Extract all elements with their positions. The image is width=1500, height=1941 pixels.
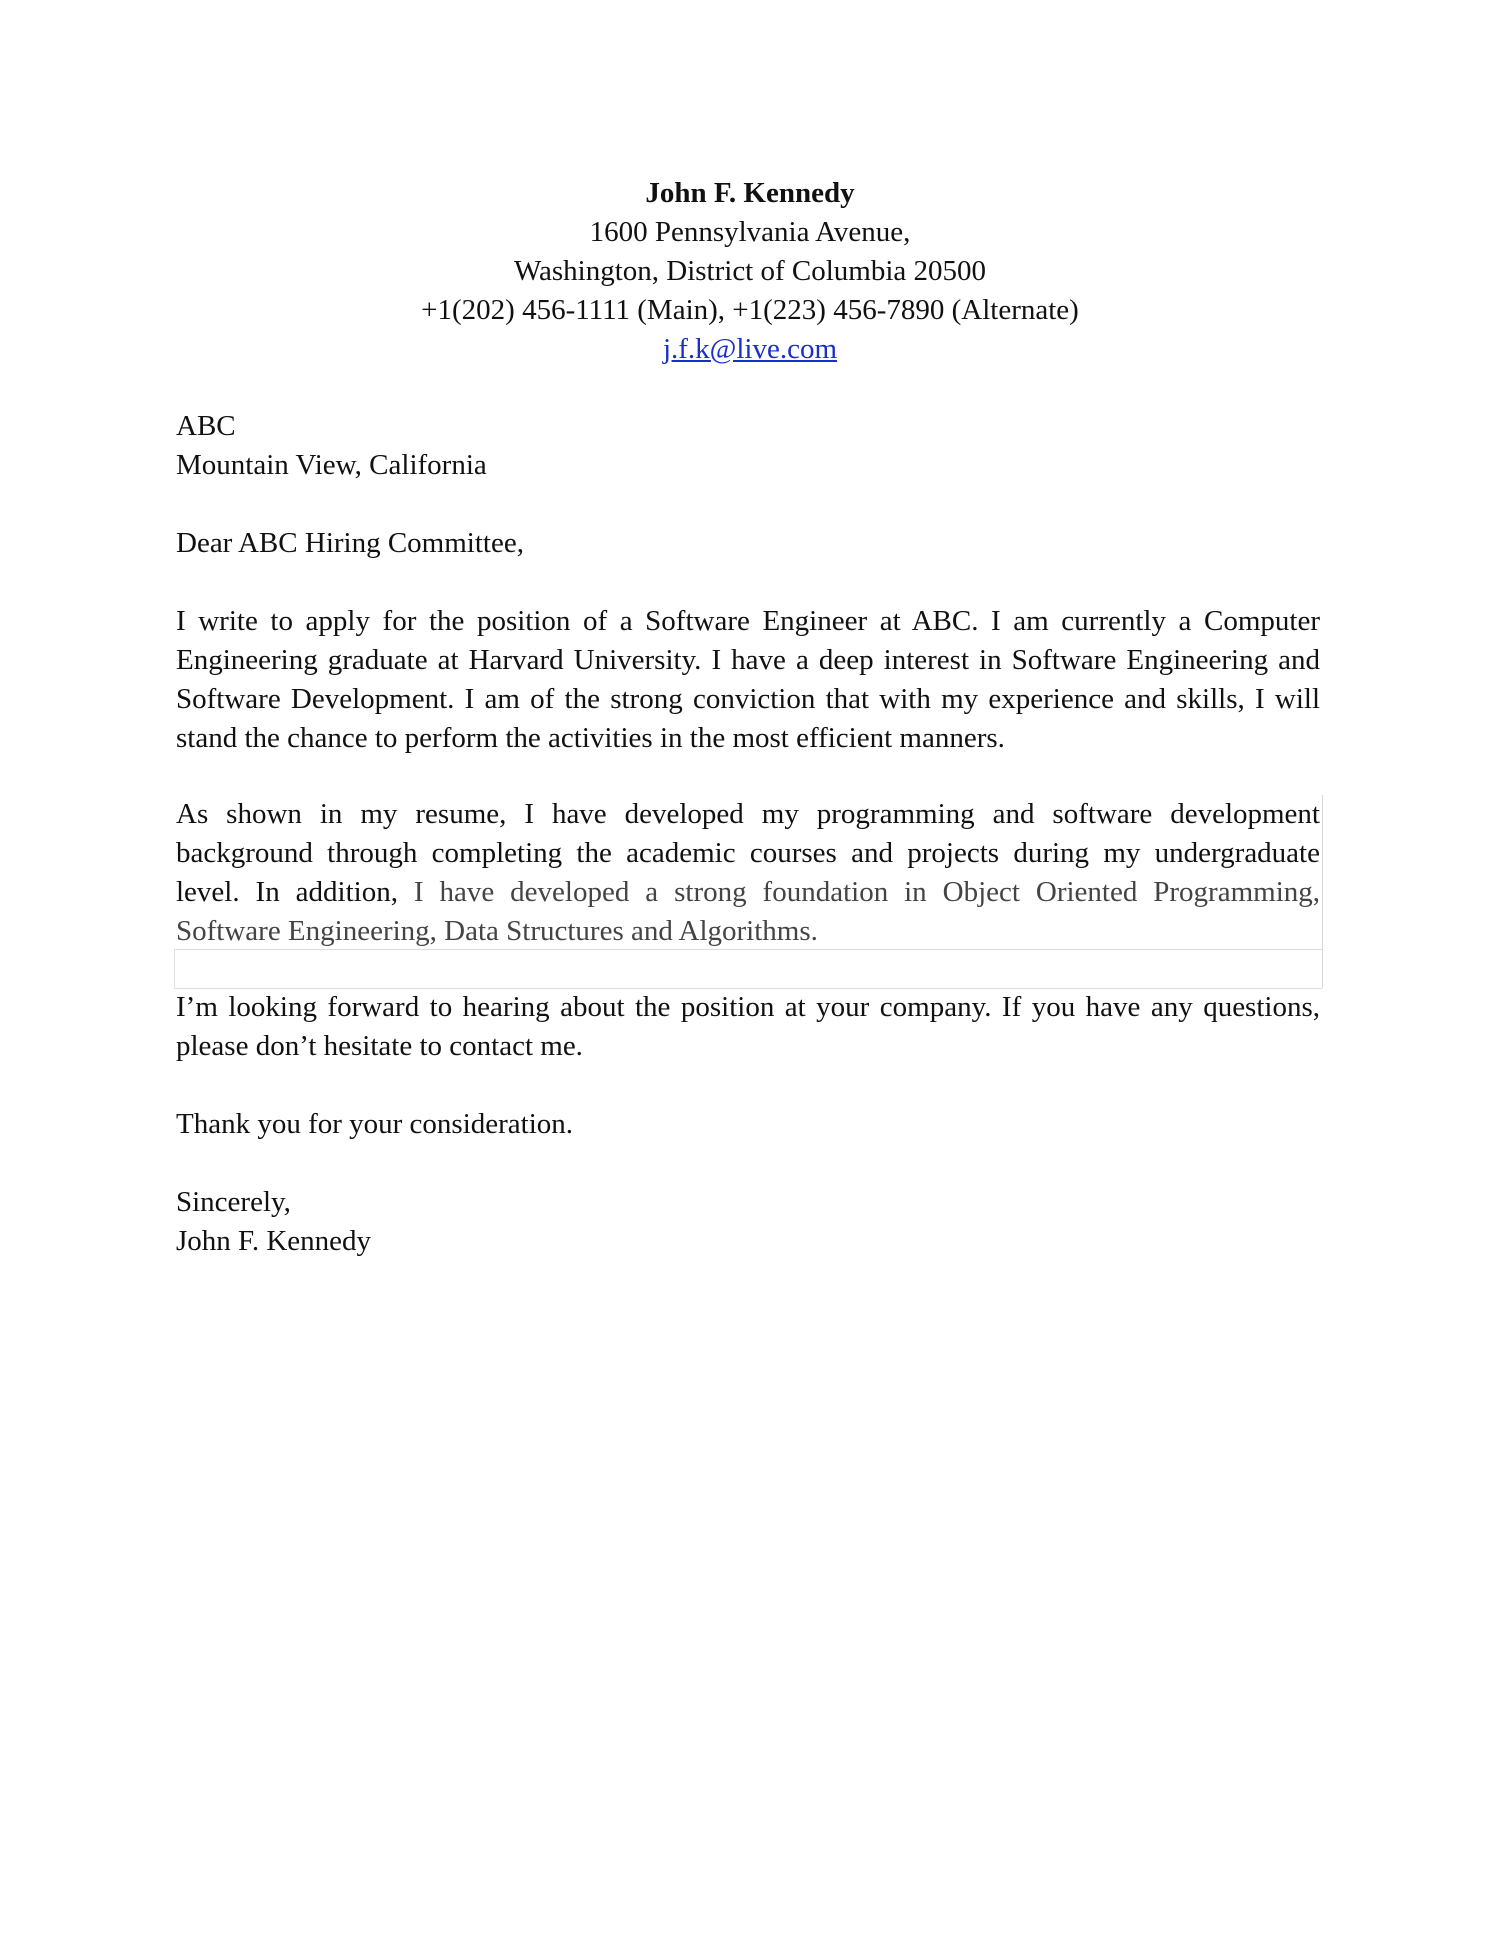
sender-address-line1: 1600 Pennsylvania Avenue, [589,216,911,248]
paragraph-intro: I write to apply for the position of a Software Engineer at ABC. I am currently a Computer Engineering graduate at Harvard University. I have a deep interest in Software Engineering and Software Development. I am of the strong conviction that with my experience and skills, I will stand the chance to perform the activities in the most efficient manners. [176,605,1320,754]
sender-name: John F. Kennedy [645,177,855,209]
recipient-location: Mountain View, California [176,449,487,481]
valediction: Sincerely, [176,1186,291,1218]
sender-address-line2: Washington, District of Columbia 20500 [513,255,987,287]
paragraph-closing: I’m looking forward to hearing about the position at your company. If you have any questions, please don’t hesitate to contact me. [176,991,1320,1062]
paragraph-experience [176,795,1320,951]
recipient-company: ABC [176,410,236,442]
sender-email-link[interactable]: j.f.k@live.com [662,333,838,365]
signature-name: John F. Kennedy [176,1225,372,1257]
sender-header [0,174,1500,369]
recipient-block [176,407,1320,485]
paragraph-thanks: Thank you for your consideration. [176,1108,574,1140]
paragraph-frame-line [174,949,175,988]
salutation: Dear ABC Hiring Committee, [176,527,524,559]
sender-phones: +1(202) 456-1111 (Main), +1(223) 456-7890 (Alternate) [421,294,1079,326]
paragraph-experience-part1: As shown in my resume, I have developed my programming and software development background through completing the academic courses and projects during my undergraduate level. In addition, [176,798,1320,908]
closing-block [176,1183,1320,1261]
paragraph-experience-part2: I have developed a strong foundation in Object Oriented Programming, Software Engineering, Data Structures and Algorithms. [176,876,1321,947]
